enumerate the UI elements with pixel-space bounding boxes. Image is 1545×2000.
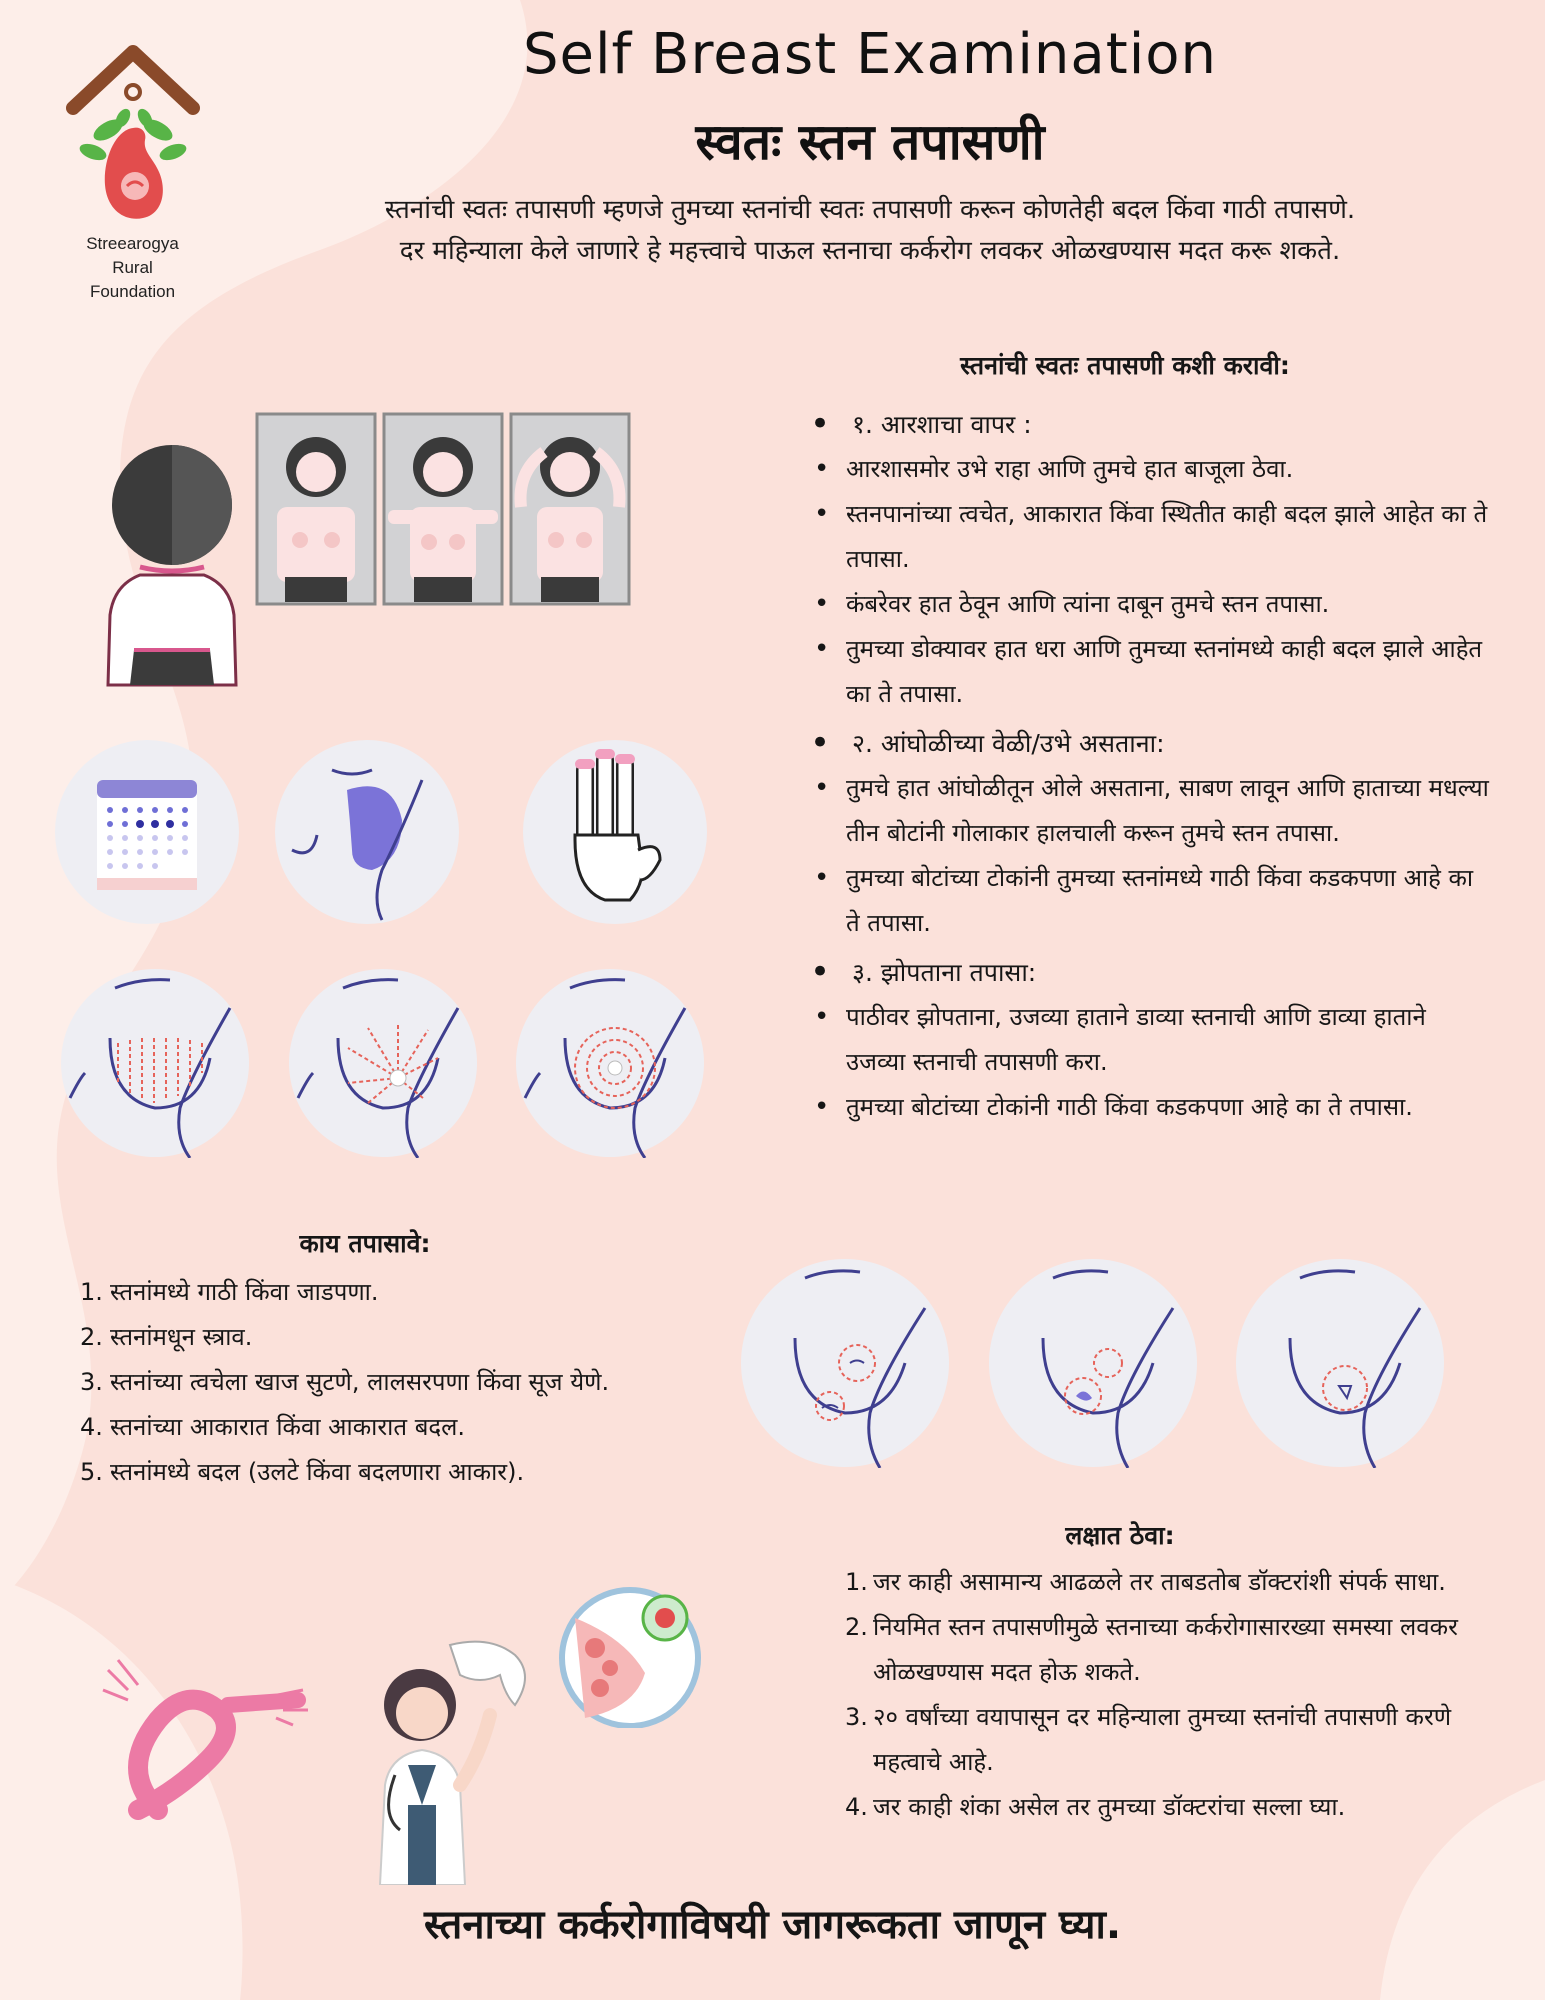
how-to-step-heading: • २. आंघोळीच्या वेळी/उभे असताना: — [810, 721, 1490, 766]
how-to-step-heading: • १. आरशाचा वापर : — [810, 402, 1490, 447]
list-item: 1. स्तनांमध्ये गाठी किंवा जाडपणा. — [80, 1278, 379, 1306]
foundation-logo — [50, 40, 215, 304]
list-item: 4. स्तनांच्या आकारात किंवा आकारात बदल. — [80, 1413, 466, 1441]
logo-line-3: Foundation — [89, 282, 176, 301]
doctor-icon — [350, 1635, 530, 1885]
what-to-check-heading: काय तपासावे: — [299, 1229, 431, 1258]
how-to-item: • स्तनपानांच्या त्वचेत, आकारात किंवा स्थितीत काही बदल झाले आहेत का ते तपासा. — [810, 492, 1490, 582]
list-item-text: जर काही असामान्य आढळले तर ताबडतोब डॉक्टरांशी संपर्क साधा. — [873, 1568, 1446, 1596]
mirror-poses-icon — [255, 412, 635, 607]
list-item: 5. स्तनांमध्ये बदल (उलटे किंवा बदलणारा आकार). — [80, 1458, 525, 1486]
circular-pattern-icon — [515, 968, 705, 1158]
how-to-item: • तुमच्या डोक्यावर हात धरा आणि तुमच्या स्तनांमध्ये काही बदल झाले आहेत का ते तपासा. — [810, 627, 1490, 717]
list-item-text: स्तनांच्या त्वचेला खाज सुटणे, लालसरपणा किंवा सूज येणे. — [110, 1368, 610, 1396]
list-item: 3. २० वर्षांच्या वयापासून दर महिन्याला तुमच्या स्तनांची तपासणी करणे महत्वाचे आहे. — [845, 1703, 1452, 1776]
pink-ribbon-icon — [98, 1650, 313, 1820]
calendar-icon — [52, 740, 242, 925]
how-to-item: • पाठीवर झोपताना, उजव्या हाताने डाव्या स्तनाची आणि डाव्या हाताने उजव्या स्तनाची तपासणी करा. — [810, 995, 1490, 1085]
logo-line-2: Rural — [112, 258, 153, 277]
how-to-step-heading: • ३. झोपताना तपासा: — [810, 950, 1490, 995]
breast-tissue-icon — [555, 1578, 705, 1728]
page-title: Self Breast Examination — [522, 22, 1217, 87]
list-item-text: स्तनांमध्ये गाठी किंवा जाडपणा. — [110, 1278, 379, 1306]
how-to-item: • आरशासमोर उभे राहा आणि तुमचे हात बाजूला ठेवा. — [810, 447, 1490, 492]
what-to-check-list — [80, 1270, 640, 1495]
list-item-text: स्तनांमध्ये बदल (उलटे किंवा बदलणारा आकार). — [110, 1458, 525, 1486]
list-item: 1. जर काही असामान्य आढळले तर ताबडतोब डॉक्टरांशी संपर्क साधा. — [845, 1568, 1446, 1596]
remember-list — [845, 1560, 1465, 1830]
how-to-item: • कंबरेवर हात ठेवून आणि त्यांना दाबून तुमचे स्तन तपासा. — [810, 582, 1490, 627]
vertical-lines-pattern-icon — [60, 968, 250, 1158]
list-item-text: स्तनांमधून स्त्राव. — [110, 1323, 253, 1351]
page-subtitle: स्वतः स्तन तपासणी — [695, 113, 1045, 171]
intro-paragraph: स्तनांची स्वतः तपासणी म्हणजे तुमच्या स्तनांची स्वतः तपासणी करून कोणतेही बदल किंवा गाठी तपासणे. दर महिन्याला केले जाणारे हे महत्त्वाचे पाऊल स्तनाचा कर्करोग लवकर ओळखण्यास मदत करू शकते. — [384, 195, 1356, 266]
list-item: 4. जर काही शंका असेल तर तुमच्या डॉक्टरांचा सल्ला घ्या. — [845, 1793, 1346, 1821]
footer-slogan: स्तनाच्या कर्करोगाविषयी जागरूकता जाणून घ्या. — [423, 1902, 1122, 1948]
how-to-heading: स्तनांची स्वतः तपासणी कशी करावी: — [960, 351, 1290, 380]
discharge-check-icon — [988, 1258, 1198, 1468]
list-item: 2. स्तनांमधून स्त्राव. — [80, 1323, 253, 1351]
list-item-text: जर काही शंका असेल तर तुमच्या डॉक्टरांचा सल्ला घ्या. — [873, 1793, 1346, 1821]
how-to-item: • तुमच्या बोटांच्या टोकांनी तुमच्या स्तनांमध्ये गाठी किंवा कडकपणा आहे का ते तपासा. — [810, 856, 1490, 946]
breast-highlight-icon — [272, 740, 462, 925]
list-item-text: स्तनांच्या आकारात किंवा आकारात बदल. — [110, 1413, 466, 1441]
woman-back-mirror-icon — [100, 445, 240, 690]
list-item: 3. स्तनांच्या त्वचेला खाज सुटणे, लालसरपणा किंवा सूज येणे. — [80, 1368, 610, 1396]
three-fingers-icon — [520, 740, 710, 925]
radial-pattern-icon — [288, 968, 478, 1158]
nipple-check-icon — [1235, 1258, 1445, 1468]
list-item: 2. नियमित स्तन तपासणीमुळे स्तनाच्या कर्करोगासारख्या समस्या लवकर ओळखण्यास मदत होऊ शकते. — [845, 1613, 1458, 1686]
house-mother-logo-icon — [63, 40, 203, 230]
list-item-text: २० वर्षांच्या वयापासून दर महिन्याला तुमच्या स्तनांची तपासणी करणे महत्वाचे आहे. — [873, 1703, 1452, 1776]
remember-heading: लक्षात ठेवा: — [1065, 1521, 1175, 1550]
lump-check-icon — [740, 1258, 950, 1468]
list-item-text: नियमित स्तन तपासणीमुळे स्तनाच्या कर्करोगासारख्या समस्या लवकर ओळखण्यास मदत होऊ शकते. — [873, 1613, 1458, 1686]
logo-line-1: Streearogya — [86, 234, 179, 253]
how-to-item: • तुमचे हात आंघोळीतून ओले असताना, साबण लावून आणि हाताच्या मधल्या तीन बोटांनी गोलाकार हालचाली करून तुमचे स्तन तपासा. — [810, 766, 1490, 856]
how-to-list — [810, 398, 1490, 1130]
how-to-item: • तुमच्या बोटांच्या टोकांनी गाठी किंवा कडकपणा आहे का ते तपासा. — [810, 1085, 1490, 1130]
